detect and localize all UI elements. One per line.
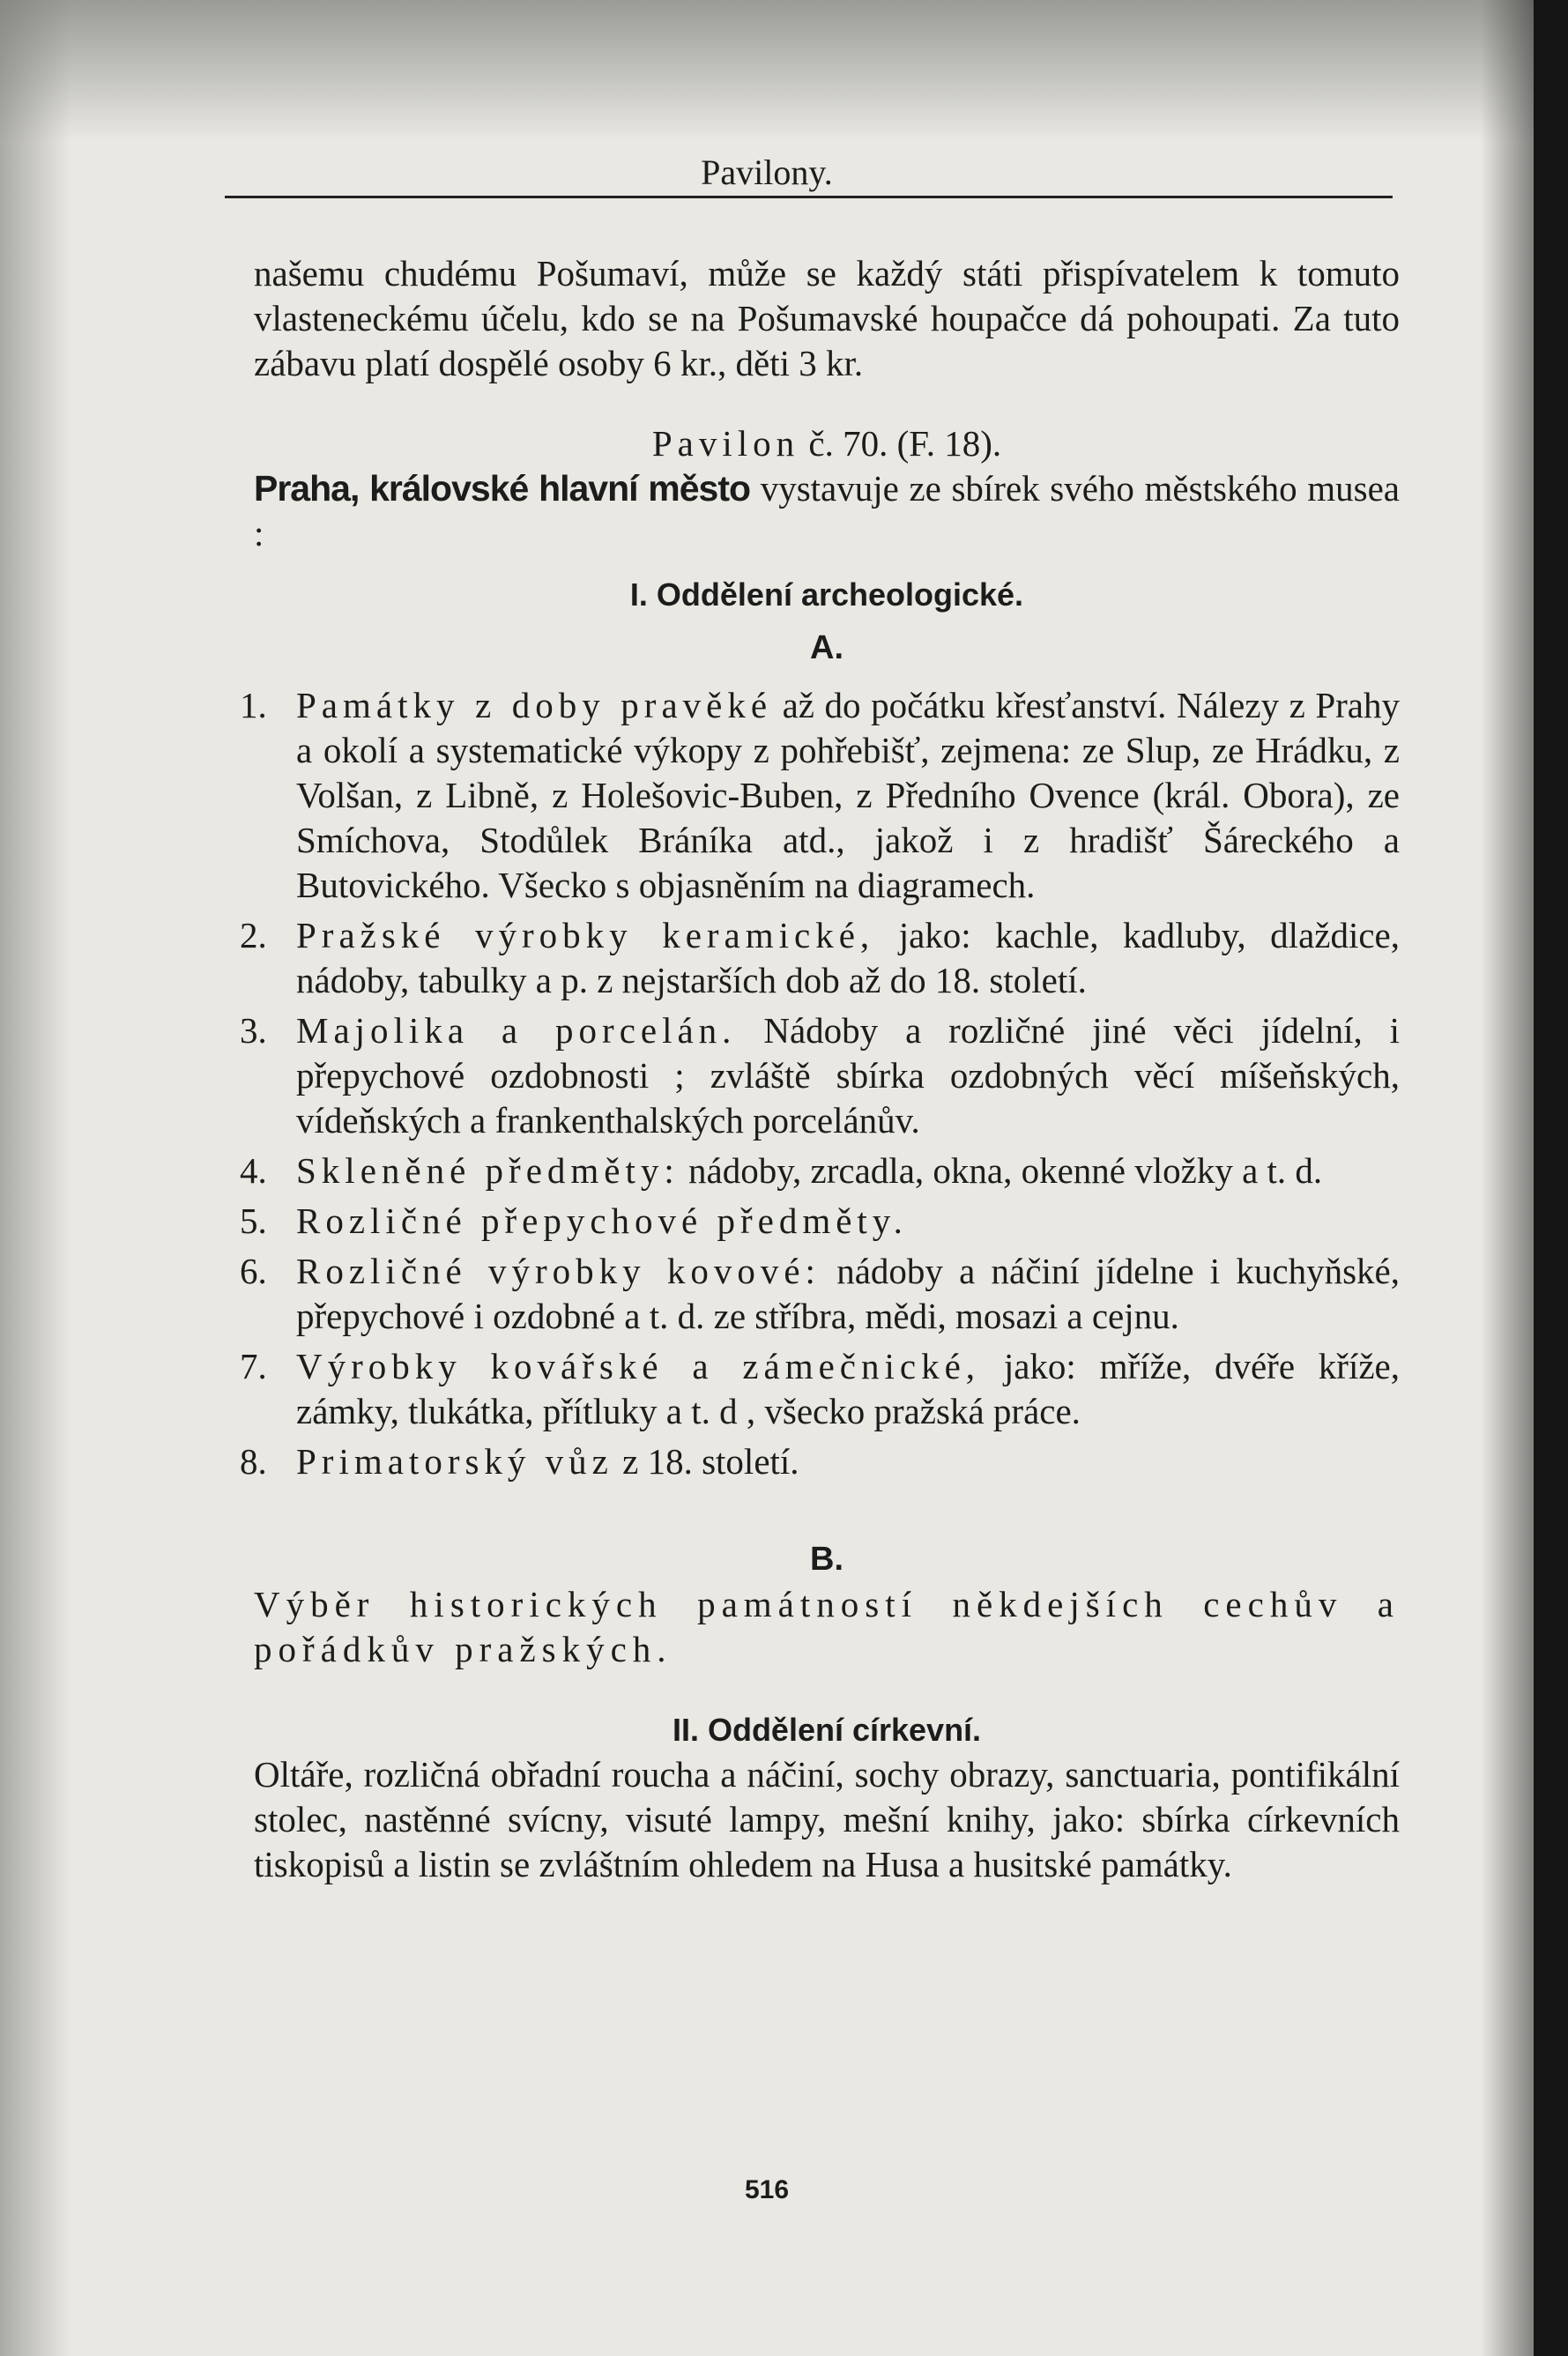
pavilon-number: č. 70. (F. 18). — [808, 423, 1002, 464]
top-edge-shadow — [0, 0, 1534, 141]
subsection-b-text: Výběr historických památností někdejších cechův a pořádkův pražských. — [254, 1584, 1400, 1669]
exhibit-list — [240, 683, 1401, 1484]
list-item — [240, 683, 1400, 908]
item-title: Skleněné předměty: — [296, 1150, 680, 1191]
item-number: 2. — [240, 915, 267, 955]
exhibitor-paragraph — [254, 466, 1400, 556]
item-title: Rozličné výrobky kovové: — [296, 1251, 821, 1291]
list-item — [240, 1249, 1401, 1339]
left-edge-shadow — [0, 0, 71, 2356]
header-rule — [225, 196, 1393, 198]
list-item — [240, 1008, 1401, 1143]
right-edge-shadow — [1481, 0, 1534, 2356]
item-text: Nádoby a rozličné jiné věci jídelní, i přepychové ozdobnosti ; zvláště sbírka ozdobných věcí míšeňských, vídeňských a frankenthalských porcelánův. — [296, 1010, 1401, 1141]
item-number: 7. — [240, 1346, 267, 1386]
list-item — [240, 1199, 1400, 1244]
subsection-b-title — [254, 1582, 1400, 1672]
intro-paragraph: našemu chudému Pošumaví, může se každý státi přispívatelem k tomuto vlasteneckému účelu, kdo se na Pošumavské houpačce dá pohoupati. Za tuto zábavu platí dospělé osoby 6 kr., děti 3 kr. — [254, 253, 1400, 383]
running-head: Pavilony. — [701, 152, 833, 192]
subsection-letter-b: B. — [810, 1541, 843, 1578]
item-title: Majolika a porcelán. — [296, 1010, 737, 1051]
item-title: Pražské výrobky keramické, — [296, 915, 875, 955]
list-item — [240, 913, 1401, 1003]
item-text: až do počátku křesťanství. Nálezy z Prahy a okolí a systematické výkopy z pohřebišť, zejmena: ze Slup, ze Hrádku, z Volšan, z Libně, z Holešovic-Buben, z Předního Ovence (král. Obora), ze Smíchova, Stodůlek Bráníka atd., jakož i z hradišť Šáreckého a Butovického. Všecko s objasněním na diagramech. — [296, 685, 1400, 905]
item-number: 6. — [240, 1251, 267, 1291]
item-number: 1. — [240, 685, 267, 725]
item-number: 5. — [240, 1200, 267, 1241]
item-title: Výrobky kovářské a zámečnické, — [296, 1346, 981, 1386]
section-heading-archeology: I. Oddělení archeologické. — [629, 576, 1024, 613]
exhibitor-text: vystavuje ze sbírek svého městského musea : — [254, 468, 1400, 554]
subsection-letter-a: A. — [810, 629, 843, 666]
pavilon-label: Pavilon — [651, 423, 800, 464]
pavilon-title — [254, 421, 1400, 466]
item-text: nádoby, zrcadla, okna, okenné vložky a t. d. — [688, 1150, 1323, 1191]
item-title: Primatorský vůz — [296, 1441, 613, 1482]
item-text: nádoby a náčiní jídelne i kuchyňské, přepychové i ozdobné a t. d. ze stříbra, mědi, mosazi a cejnu. — [296, 1251, 1401, 1336]
page-content — [240, 251, 1401, 1887]
list-item — [240, 1344, 1401, 1434]
page-number: 516 — [744, 2175, 790, 2204]
item-number: 3. — [240, 1010, 267, 1051]
item-text: jako: kachle, kadluby, dlaždice, nádoby, tabulky a p. z nejstarších dob až do 18. století. — [296, 915, 1401, 1000]
item-number: 8. — [240, 1441, 267, 1482]
item-number: 4. — [240, 1150, 267, 1191]
section-heading-church: II. Oddělení církevní. — [672, 1712, 982, 1748]
list-item — [240, 1439, 1400, 1484]
church-paragraph: Oltáře, rozličná obřadní roucha a náčiní, sochy obrazy, sanctuaria, pontifikální stolec, nastěnné svícny, visuté lampy, mešní knihy, jako: sbírka církevních tiskopisů a listin se zvláštním ohledem na Husa a husitské památky. — [254, 1754, 1400, 1884]
item-text: z 18. století. — [622, 1441, 799, 1482]
item-title: Rozličné přepychové předměty. — [296, 1200, 908, 1241]
item-title: Památky z doby pravěké — [296, 685, 773, 725]
exhibitor-name: Praha, královské hlavní město — [254, 468, 751, 509]
list-item — [240, 1148, 1400, 1193]
item-text: jako: mříže, dvéře kříže, zámky, tlukátka, přítluky a t. d , všecko pražská práce. — [296, 1346, 1401, 1431]
